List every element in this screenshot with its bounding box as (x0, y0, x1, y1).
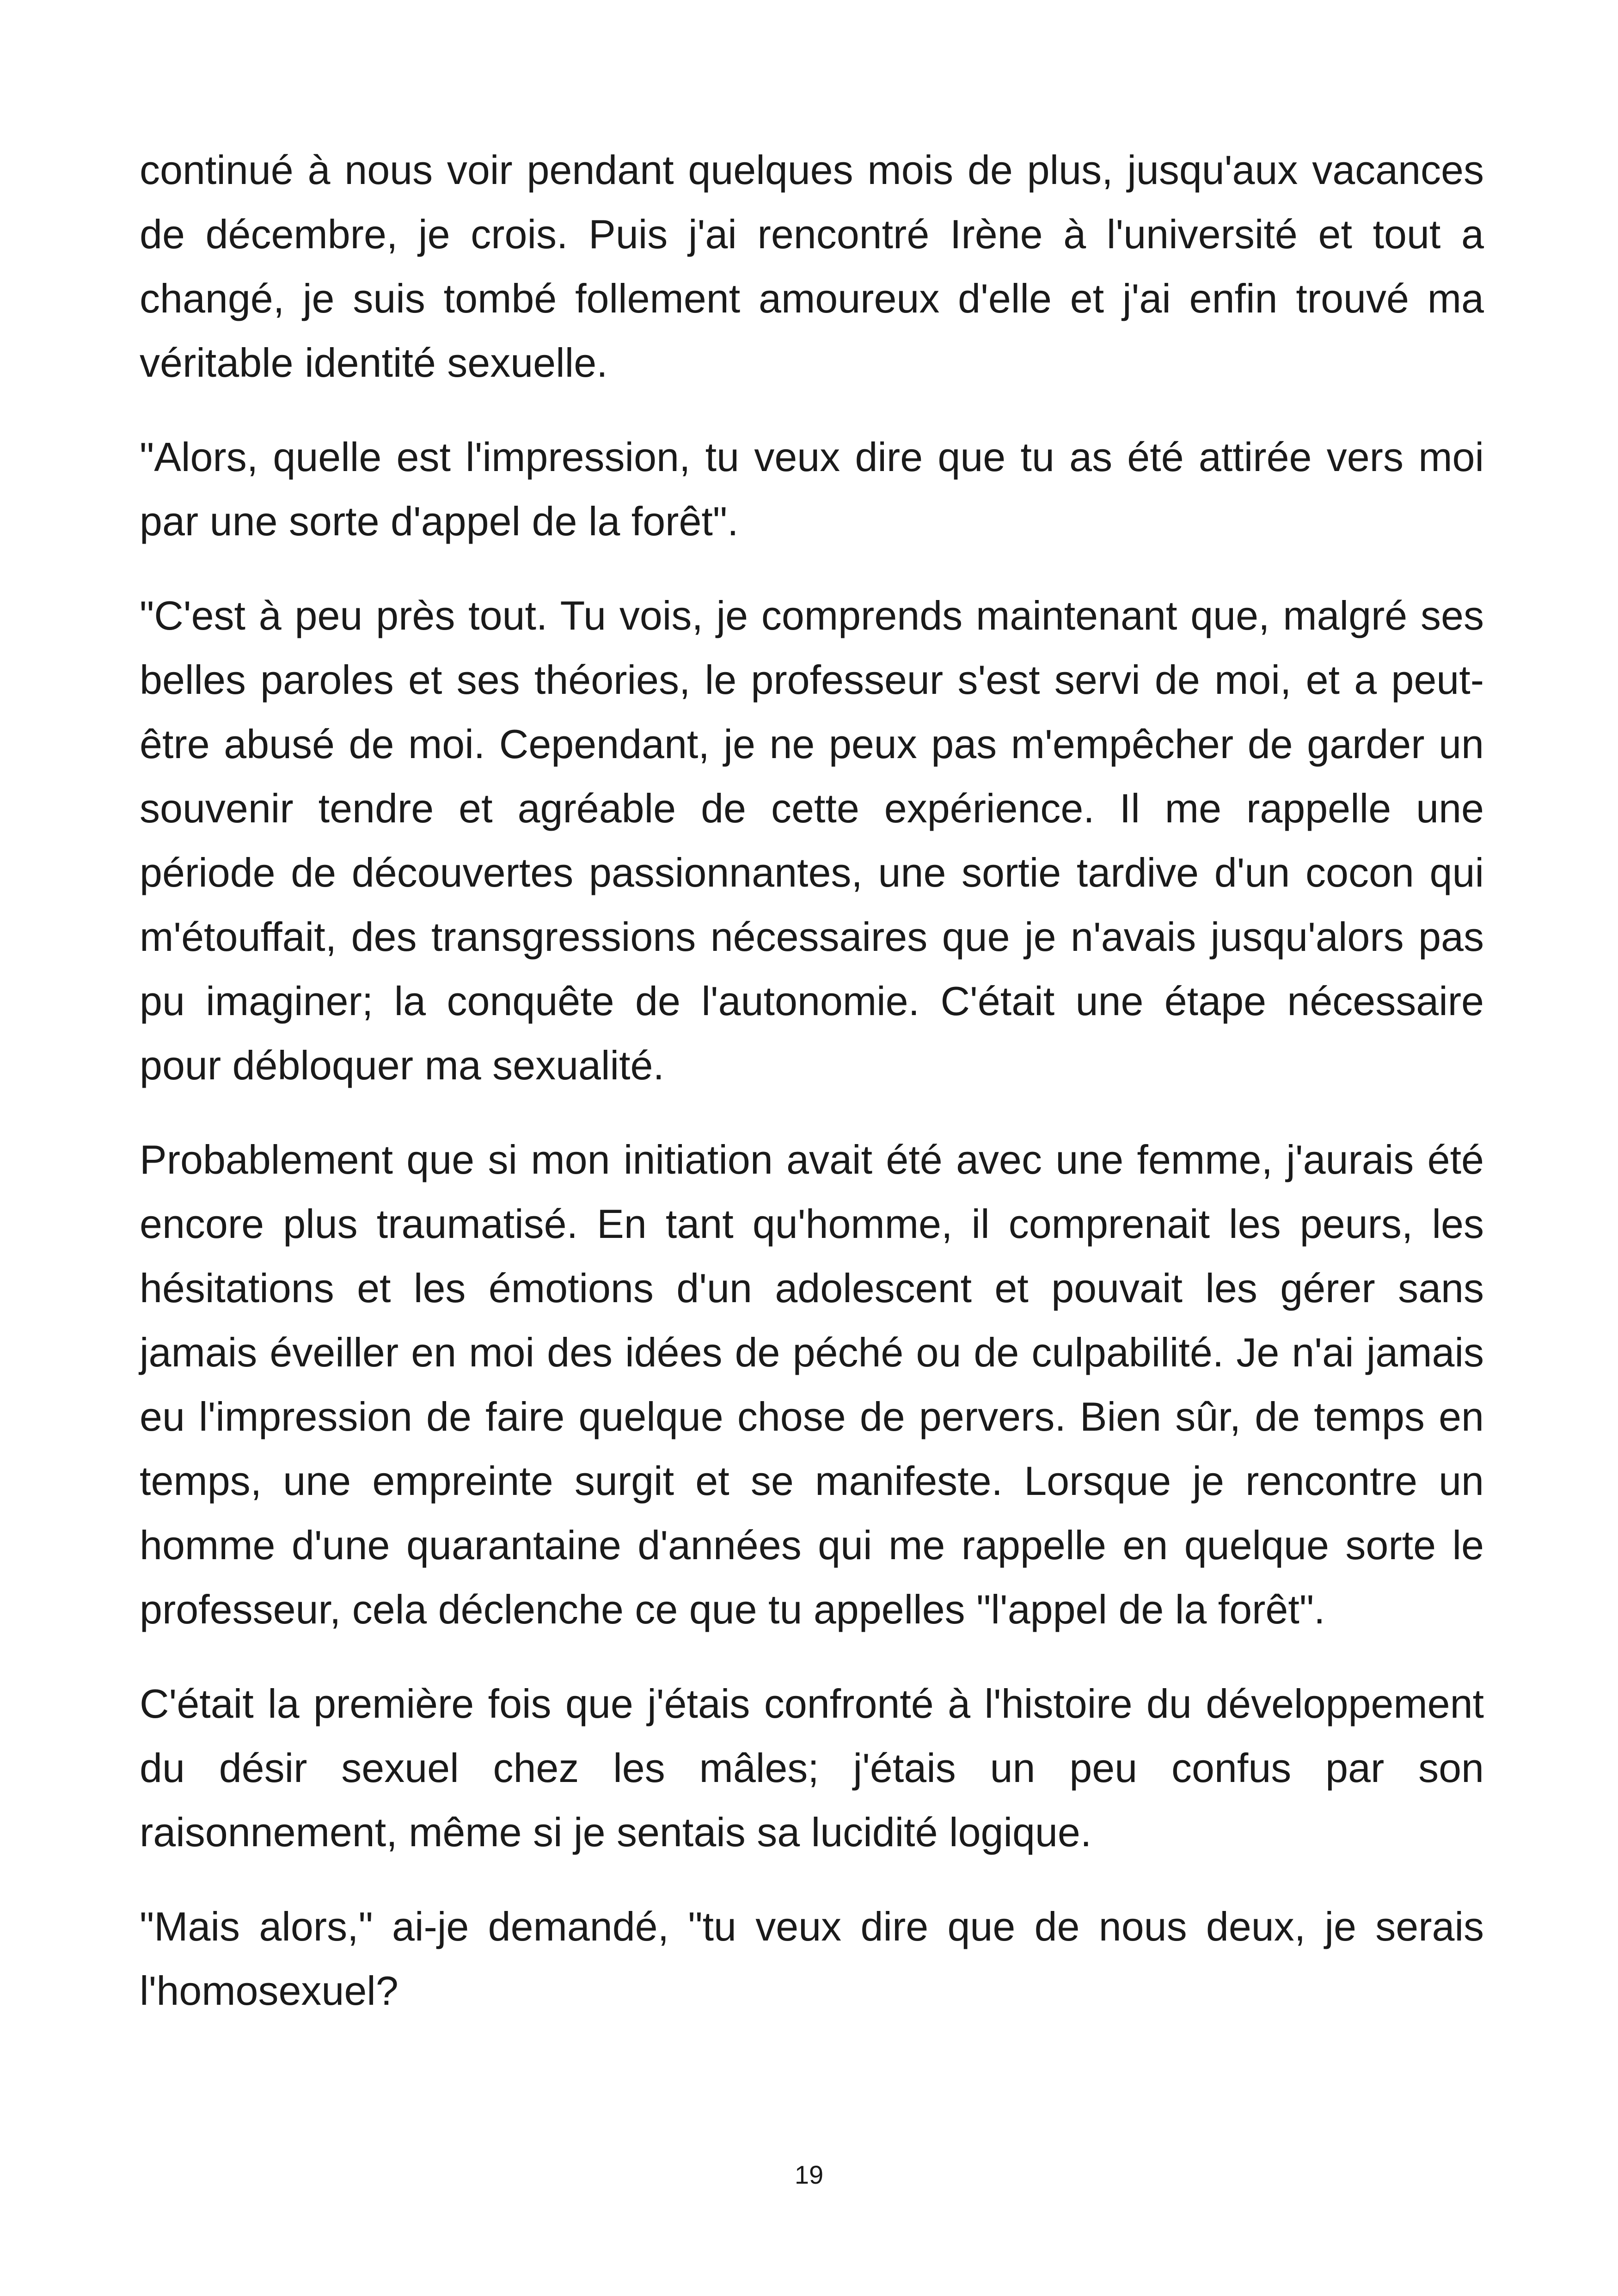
document-body (140, 138, 1484, 2053)
paragraph-2: "Alors, quelle est l'impression, tu veux dire que tu as été attirée vers moi par une sorte d'appel de la forêt". (140, 434, 1484, 544)
paragraph-1: continué à nous voir pendant quelques mois de plus, jusqu'aux vacances de décembre, je crois. Puis j'ai rencontré Irène à l'université et tout a changé, je suis tombé follement amoureux d'elle et j'ai enfin trouvé ma véritable identité sexuelle. (140, 147, 1484, 386)
paragraph-3: "C'est à peu près tout. Tu vois, je comprends maintenant que, malgré ses belles paroles et ses théories, le professeur s'est servi de moi, et a peut-être abusé de moi. Cependant, je ne peux pas m'empêcher de garder un souvenir tendre et agréable de cette expérience. Il me rappelle une période de découvertes passionnantes, une sortie tardive d'un cocon qui m'étouffait, des transgressions nécessaires que je n'avais jusqu'alors pas pu imaginer; la conquête de l'autonomie. C'était une étape nécessaire pour débloquer ma sexualité. (140, 593, 1484, 1088)
paragraph-6: "Mais alors," ai-je demandé, "tu veux dire que de nous deux, je serais l'homosexuel? (140, 1904, 1484, 2014)
page-number: 19 (794, 2160, 824, 2189)
paragraph-4: Probablement que si mon initiation avait été avec une femme, j'aurais été encore plus traumatisé. En tant qu'homme, il comprenait les peurs, les hésitations et les émotions d'un adolescent et pouvait les gérer sans jamais éveiller en moi des idées de péché ou de culpabilité. Je n'ai jamais eu l'impression de faire quelque chose de pervers. Bien sûr, de temps en temps, une empreinte surgit et se manifeste. Lorsque je rencontre un homme d'une quarantaine d'années qui me rappelle en quelque sorte le professeur, cela déclenche ce que tu appelles "l'appel de la forêt". (140, 1137, 1484, 1632)
paragraph-5: C'était la première fois que j'étais confronté à l'histoire du développement du désir sexuel chez les mâles; j'étais un peu confus par son raisonnement, même si je sentais sa lucidité logique. (140, 1681, 1484, 1855)
